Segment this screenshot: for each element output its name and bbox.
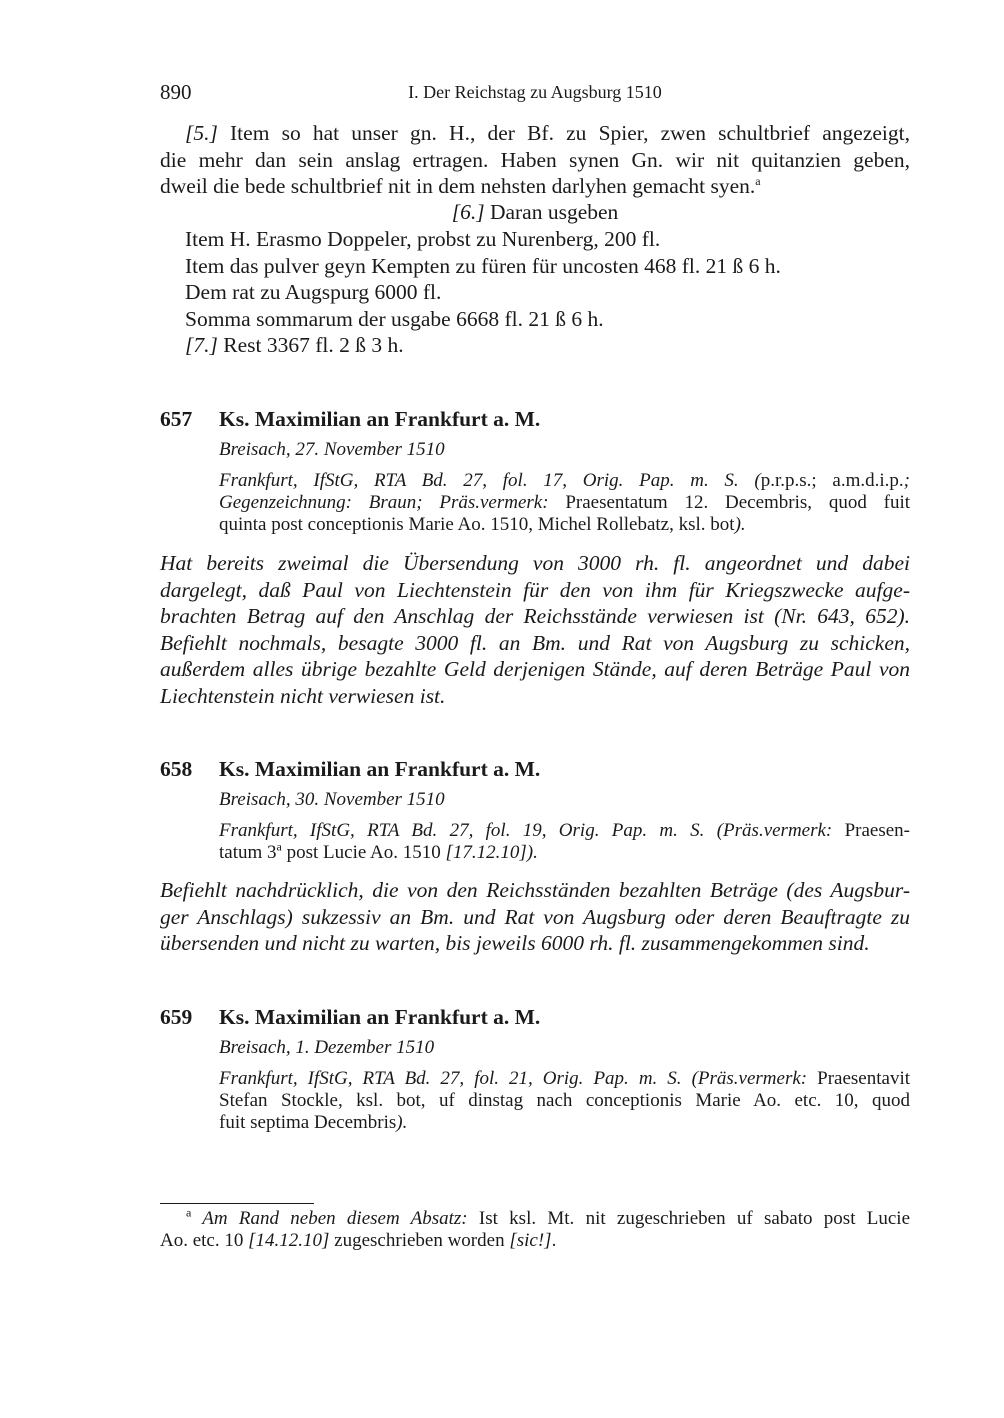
document-number: 659 bbox=[160, 1005, 193, 1029]
section-marker: [7.] bbox=[185, 333, 218, 357]
regest-657: Hat bereits zweimal die Übersendung von 3000 rh. fl. angeordnet und dabei dargelegt, daß Paul von Liechtenstein für den von ihm für Kriegszwecke aufge- brachten Betrag auf den Anschlag der Reichsstände verwiesen ist (Nr. 643, 652). Befiehlt nochmals, besagte 3000 fl. an Bm. und Rat von Augsburg zu schicken, außerdem alles übrige bezahlte Geld derjenigen Stände, auf deren Beträge Paul von Liechtenstein nicht verwiesen ist. bbox=[160, 551, 910, 708]
document-source: Frankfurt, IfStG, RTA Bd. 27, fol. 17, Orig. Pap. m. S. (p.r.p.s.; a.m.d.i.p.; Gegenzeichnung: Braun; Präs.vermerk: Praesentatum 12. Decembris, quod fuit quinta post conceptionis Marie Ao. 1510, Michel Rollebatz, ksl. bot). bbox=[219, 470, 910, 535]
document-source: Frankfurt, IfStG, RTA Bd. 27, fol. 21, Orig. Pap. m. S. (Präs.vermerk: Praesentavit Stefan Stockle, ksl. bot, uf dinstag nach conceptionis Marie Ao. etc. 10, quod fuit septima Decembris). bbox=[219, 1068, 910, 1133]
document-heading bbox=[160, 756, 910, 782]
running-title: I. Der Reichstag zu Augsburg 1510 bbox=[408, 82, 662, 102]
document-meta bbox=[160, 439, 910, 536]
paragraph-6-heading: [6.] Daran usgeben bbox=[451, 200, 619, 224]
document-date: Breisach, 27. November 1510 bbox=[219, 439, 445, 460]
document-heading bbox=[160, 406, 910, 432]
section-marker: [5.] bbox=[185, 121, 218, 145]
document-source: Frankfurt, IfStG, RTA Bd. 27, fol. 19, Orig. Pap. m. S. (Präs.vermerk: Praesen- tatum 3$^a$ post Lucie Ao. 1510 [17.12.10]). bbox=[219, 820, 910, 863]
document-entry-657 bbox=[160, 406, 910, 536]
page-header bbox=[160, 80, 910, 106]
expense-total: Somma sommarum der usgabe 6668 fl. 21 ß 6 h. bbox=[185, 306, 604, 331]
document-number: 657 bbox=[160, 407, 193, 431]
document-title: Ks. Maximilian an Frankfurt a. M. bbox=[219, 407, 541, 431]
document-title: Ks. Maximilian an Frankfurt a. M. bbox=[219, 1005, 541, 1029]
page-number: 890 bbox=[160, 80, 192, 104]
footnote-divider bbox=[160, 1203, 314, 1204]
paragraph-5-line: dweil die bede schultbrief nit in dem nehsten darlyhen gemacht syen.$^a$ bbox=[160, 173, 761, 198]
expense-item: Dem rat zu Augspurg 6000 fl. bbox=[185, 280, 442, 304]
document-meta bbox=[160, 1037, 910, 1134]
expense-item: Item H. Erasmo Doppeler, probst zu Nurenberg, 200 fl. bbox=[185, 227, 661, 251]
regest-658: Befiehlt nachdrücklich, die von den Reichsständen bezahlten Beträge (des Augsbur- ger Anschlags) sukzessiv an Bm. und Rat von Augsburg oder deren Beauftragte zu übersenden und nicht zu warten, bis jeweils 6000 rh. fl. zusammengekommen sind. bbox=[160, 878, 910, 955]
footnote-a: $^a$ Am Rand neben diesem Absatz: Ist ksl. Mt. nit zugeschrieben uf sabato post Lucie Ao. etc. 10 [14.12.10] zugeschrieben worden [sic!]. bbox=[160, 1205, 910, 1251]
footnote-ref[interactable]: a bbox=[755, 173, 761, 188]
section-marker: [6.] bbox=[451, 200, 485, 224]
paragraph-5-line: die mehr dan sein anslag ertragen. Haben synen Gn. wir nit quitanzien geben, bbox=[160, 147, 910, 172]
paragraph-5-line: [5.] Item so hat unser gn. H., der Bf. zu Spier, zwen schultbrief angezeigt, bbox=[185, 121, 910, 145]
paragraph-5 bbox=[160, 120, 910, 200]
document-entry-659 bbox=[160, 1004, 910, 1134]
document-title: Ks. Maximilian an Frankfurt a. M. bbox=[219, 757, 541, 781]
footnote-mark: a bbox=[186, 1205, 192, 1220]
document-date: Breisach, 1. Dezember 1510 bbox=[219, 1037, 435, 1058]
document-entry-658 bbox=[160, 756, 910, 864]
paragraph-7: [7.] Rest 3367 fl. 2 ß 3 h. bbox=[185, 333, 404, 357]
document-heading bbox=[160, 1004, 910, 1030]
document-date: Breisach, 30. November 1510 bbox=[219, 789, 445, 810]
expense-item: Item das pulver geyn Kempten zu füren für uncosten 468 fl. 21 ß 6 h. bbox=[185, 253, 781, 278]
document-number: 658 bbox=[160, 757, 193, 781]
document-meta bbox=[160, 789, 910, 864]
expense-list bbox=[160, 226, 935, 359]
